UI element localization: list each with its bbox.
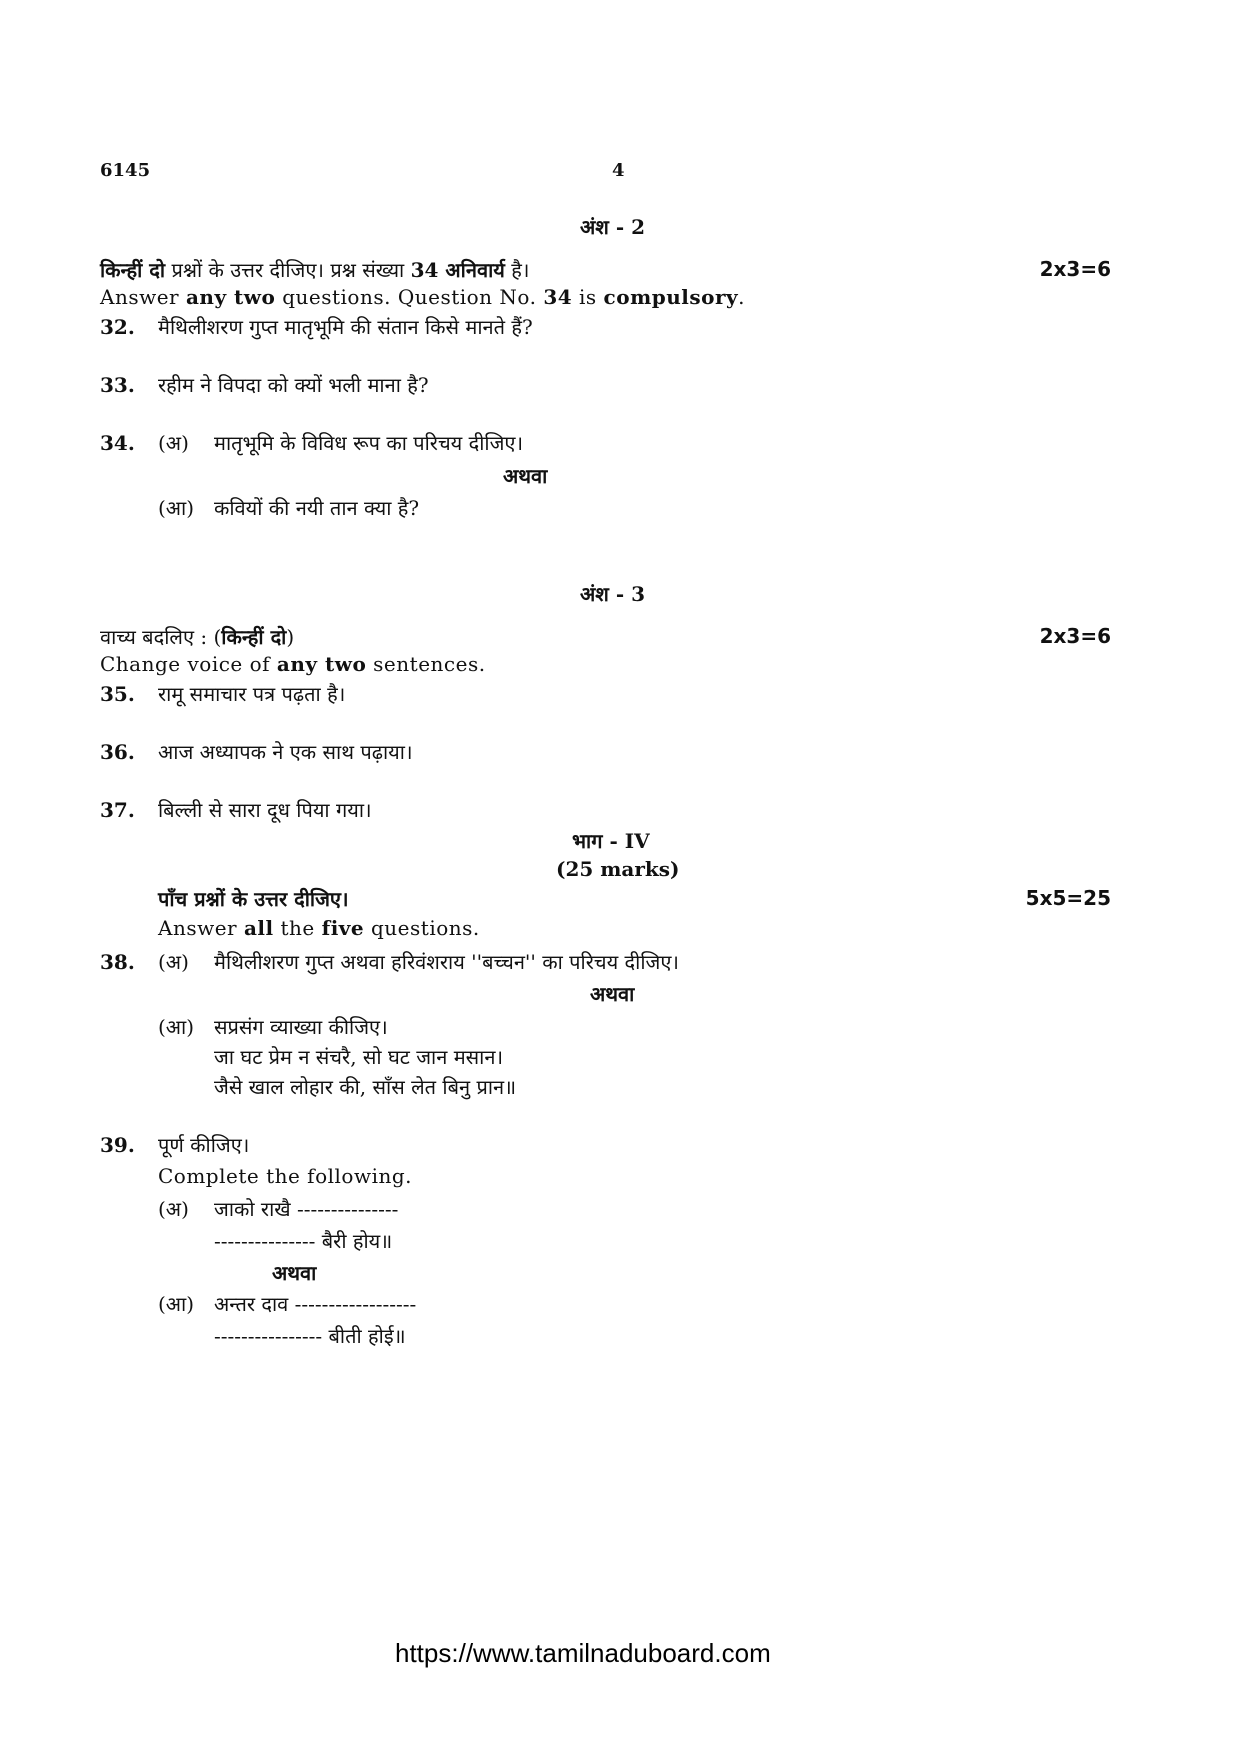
or-separator: अथवा [503, 464, 548, 488]
paper-code: 6145 [100, 160, 151, 181]
section-heading: अंश - 2 [580, 215, 646, 239]
instruction-english: Answer all the five questions. [158, 916, 480, 940]
option-label: (आ) [158, 1015, 195, 1039]
fill-blank-line: --------------- बैरी होय॥ [214, 1229, 393, 1253]
fill-blank-line: ---------------- बीती होई॥ [214, 1324, 406, 1348]
question-number: 34. [100, 431, 135, 455]
section-heading: अंश - 3 [580, 582, 646, 606]
instruction-hindi: वाच्य बदलिए : (किन्हीं दो) [100, 625, 295, 649]
instruction-english: Answer any two questions. Question No. 34 is compulsory. [100, 285, 745, 309]
marks-label: 5x5=25 [1025, 886, 1111, 910]
question-number: 37. [100, 798, 135, 822]
marks-label: 2x3=6 [1039, 257, 1111, 281]
footer-url[interactable]: https://www.tamilnaduboard.com [395, 1638, 771, 1668]
fill-blank-line: अन्तर दाव ------------------ [214, 1292, 417, 1316]
question-text: मातृभूमि के विविध रूप का परिचय दीजिए। [214, 431, 524, 455]
verse-line: जैसे खाल लोहार की, साँस लेत बिनु प्रान॥ [214, 1075, 517, 1099]
question-number: 36. [100, 740, 135, 764]
question-text: कवियों की नयी तान क्या है? [214, 496, 420, 520]
instruction-hindi: किन्हीं दो प्रश्नों के उत्तर दीजिए। प्रश्न संख्या 34 अनिवार्य है। [100, 258, 530, 282]
instruction-english: Change voice of any two sentences. [100, 652, 486, 676]
option-label: (अ) [158, 950, 189, 974]
or-separator: अथवा [590, 982, 635, 1006]
option-label: (आ) [158, 496, 195, 520]
or-separator: अथवा [272, 1261, 317, 1285]
question-text: मैथिलीशरण गुप्त मातृभूमि की संतान किसे मानते हैं? [158, 315, 533, 339]
option-label: (आ) [158, 1292, 195, 1316]
question-number: 39. [100, 1133, 135, 1157]
part-heading: भाग - IV [572, 829, 650, 853]
option-label: (अ) [158, 431, 189, 455]
part-marks: (25 marks) [556, 857, 680, 881]
instruction-hindi: पाँच प्रश्नों के उत्तर दीजिए। [158, 887, 349, 911]
question-text: रामू समाचार पत्र पढ़ता है। [158, 682, 346, 706]
question-text: सप्रसंग व्याख्या कीजिए। [214, 1015, 388, 1039]
option-label: (अ) [158, 1197, 189, 1221]
question-number: 33. [100, 373, 135, 397]
question-text: पूर्ण कीजिए। [158, 1133, 250, 1157]
question-text: आज अध्यापक ने एक साथ पढ़ाया। [158, 740, 413, 764]
question-number: 32. [100, 315, 135, 339]
marks-label: 2x3=6 [1039, 624, 1111, 648]
fill-blank-line: जाको राखै --------------- [214, 1197, 399, 1221]
verse-line: जा घट प्रेम न संचरै, सो घट जान मसान। [214, 1045, 504, 1069]
question-text: बिल्ली से सारा दूध पिया गया। [158, 798, 372, 822]
page-number: 4 [612, 160, 625, 181]
question-text: रहीम ने विपदा को क्यों भली माना है? [158, 373, 429, 397]
question-number: 35. [100, 682, 135, 706]
question-number: 38. [100, 950, 135, 974]
question-text-english: Complete the following. [158, 1164, 413, 1188]
question-text: मैथिलीशरण गुप्त अथवा हरिवंशराय ''बच्चन'' का परिचय दीजिए। [214, 950, 680, 974]
